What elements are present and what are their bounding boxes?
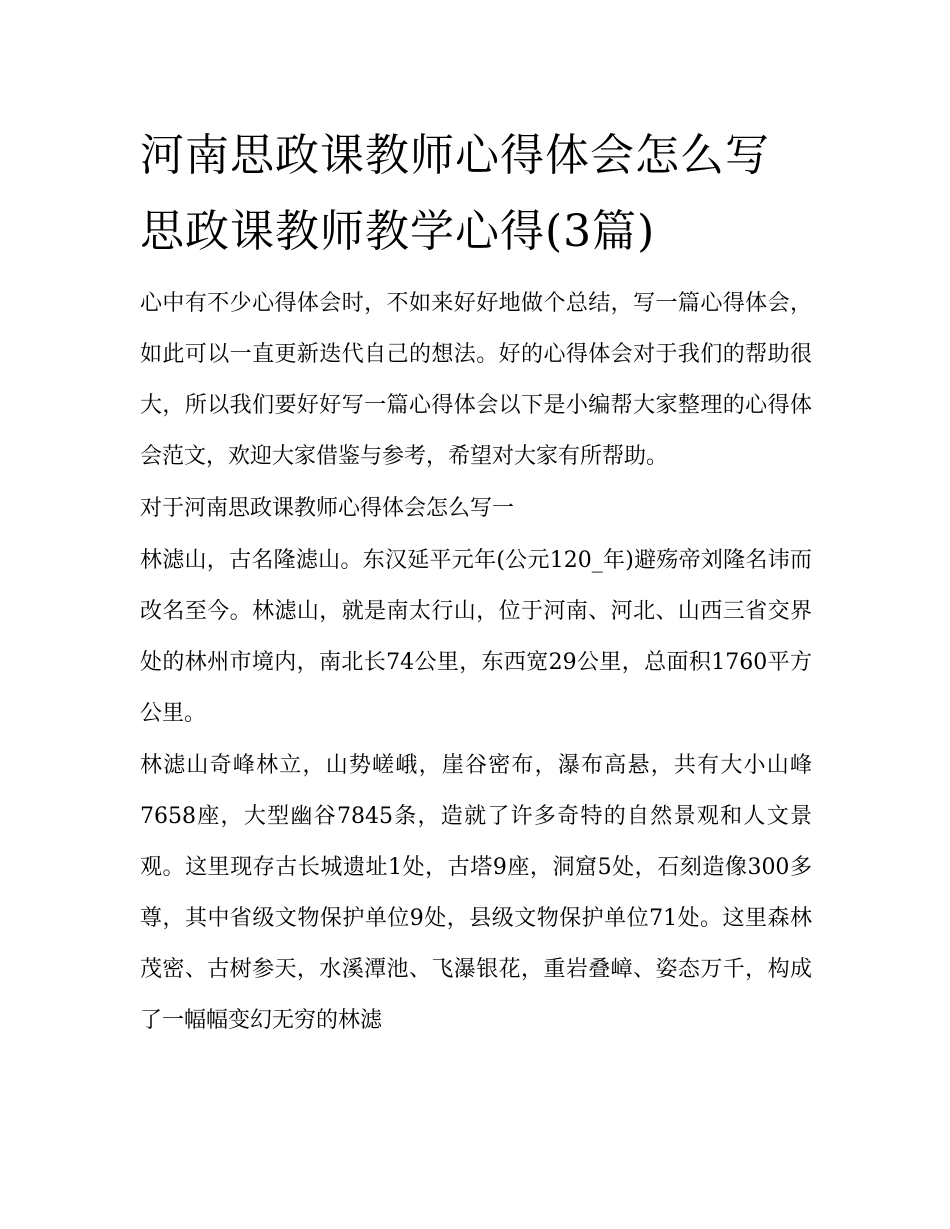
intro-paragraph: 心中有不少心得体会时，不如来好好地做个总结，写一篇心得体会，如此可以一直更新迭代自己的想法。好的心得体会对于我们的帮助很大，所以我们要好好写一篇心得体会以下是小编帮大家整理的心得体会范文，欢迎大家借鉴与参考，希望对大家有所帮助。 <box>140 291 812 469</box>
body-paragraph: 林滤山，古名隆滤山。东汉延平元年(公元120_年)避殇帝刘隆名讳而改名至今。林滤山，就是南太行山，位于河南、河北、山西三省交界处的林州市境内，南北长74公里，东西宽29公里，总面积1760平方公里。 <box>140 548 812 726</box>
body-paragraph: 林滤山奇峰林立，山势嵯峨，崖谷密布，瀑布高悬，共有大小山峰7658座，大型幽谷7845条，造就了许多奇特的自然景观和人文景观。这里现存古长城遗址1处，古塔9座，洞窟5处，石刻造像300多尊，其中省级文物保护单位9处，县级文物保护单位71处。这里森林茂密、古树参天，水溪潭池、飞瀑银花，重岩叠嶂、姿态万千，构成了一幅幅变幻无穷的林滤 <box>140 753 812 1033</box>
section-heading: 对于河南思政课教师心得体会怎么写一 <box>140 496 515 521</box>
document-title: 河南思政课教师心得体会怎么写 思政课教师教学心得(3篇) <box>140 130 770 257</box>
document-body <box>140 278 812 1046</box>
